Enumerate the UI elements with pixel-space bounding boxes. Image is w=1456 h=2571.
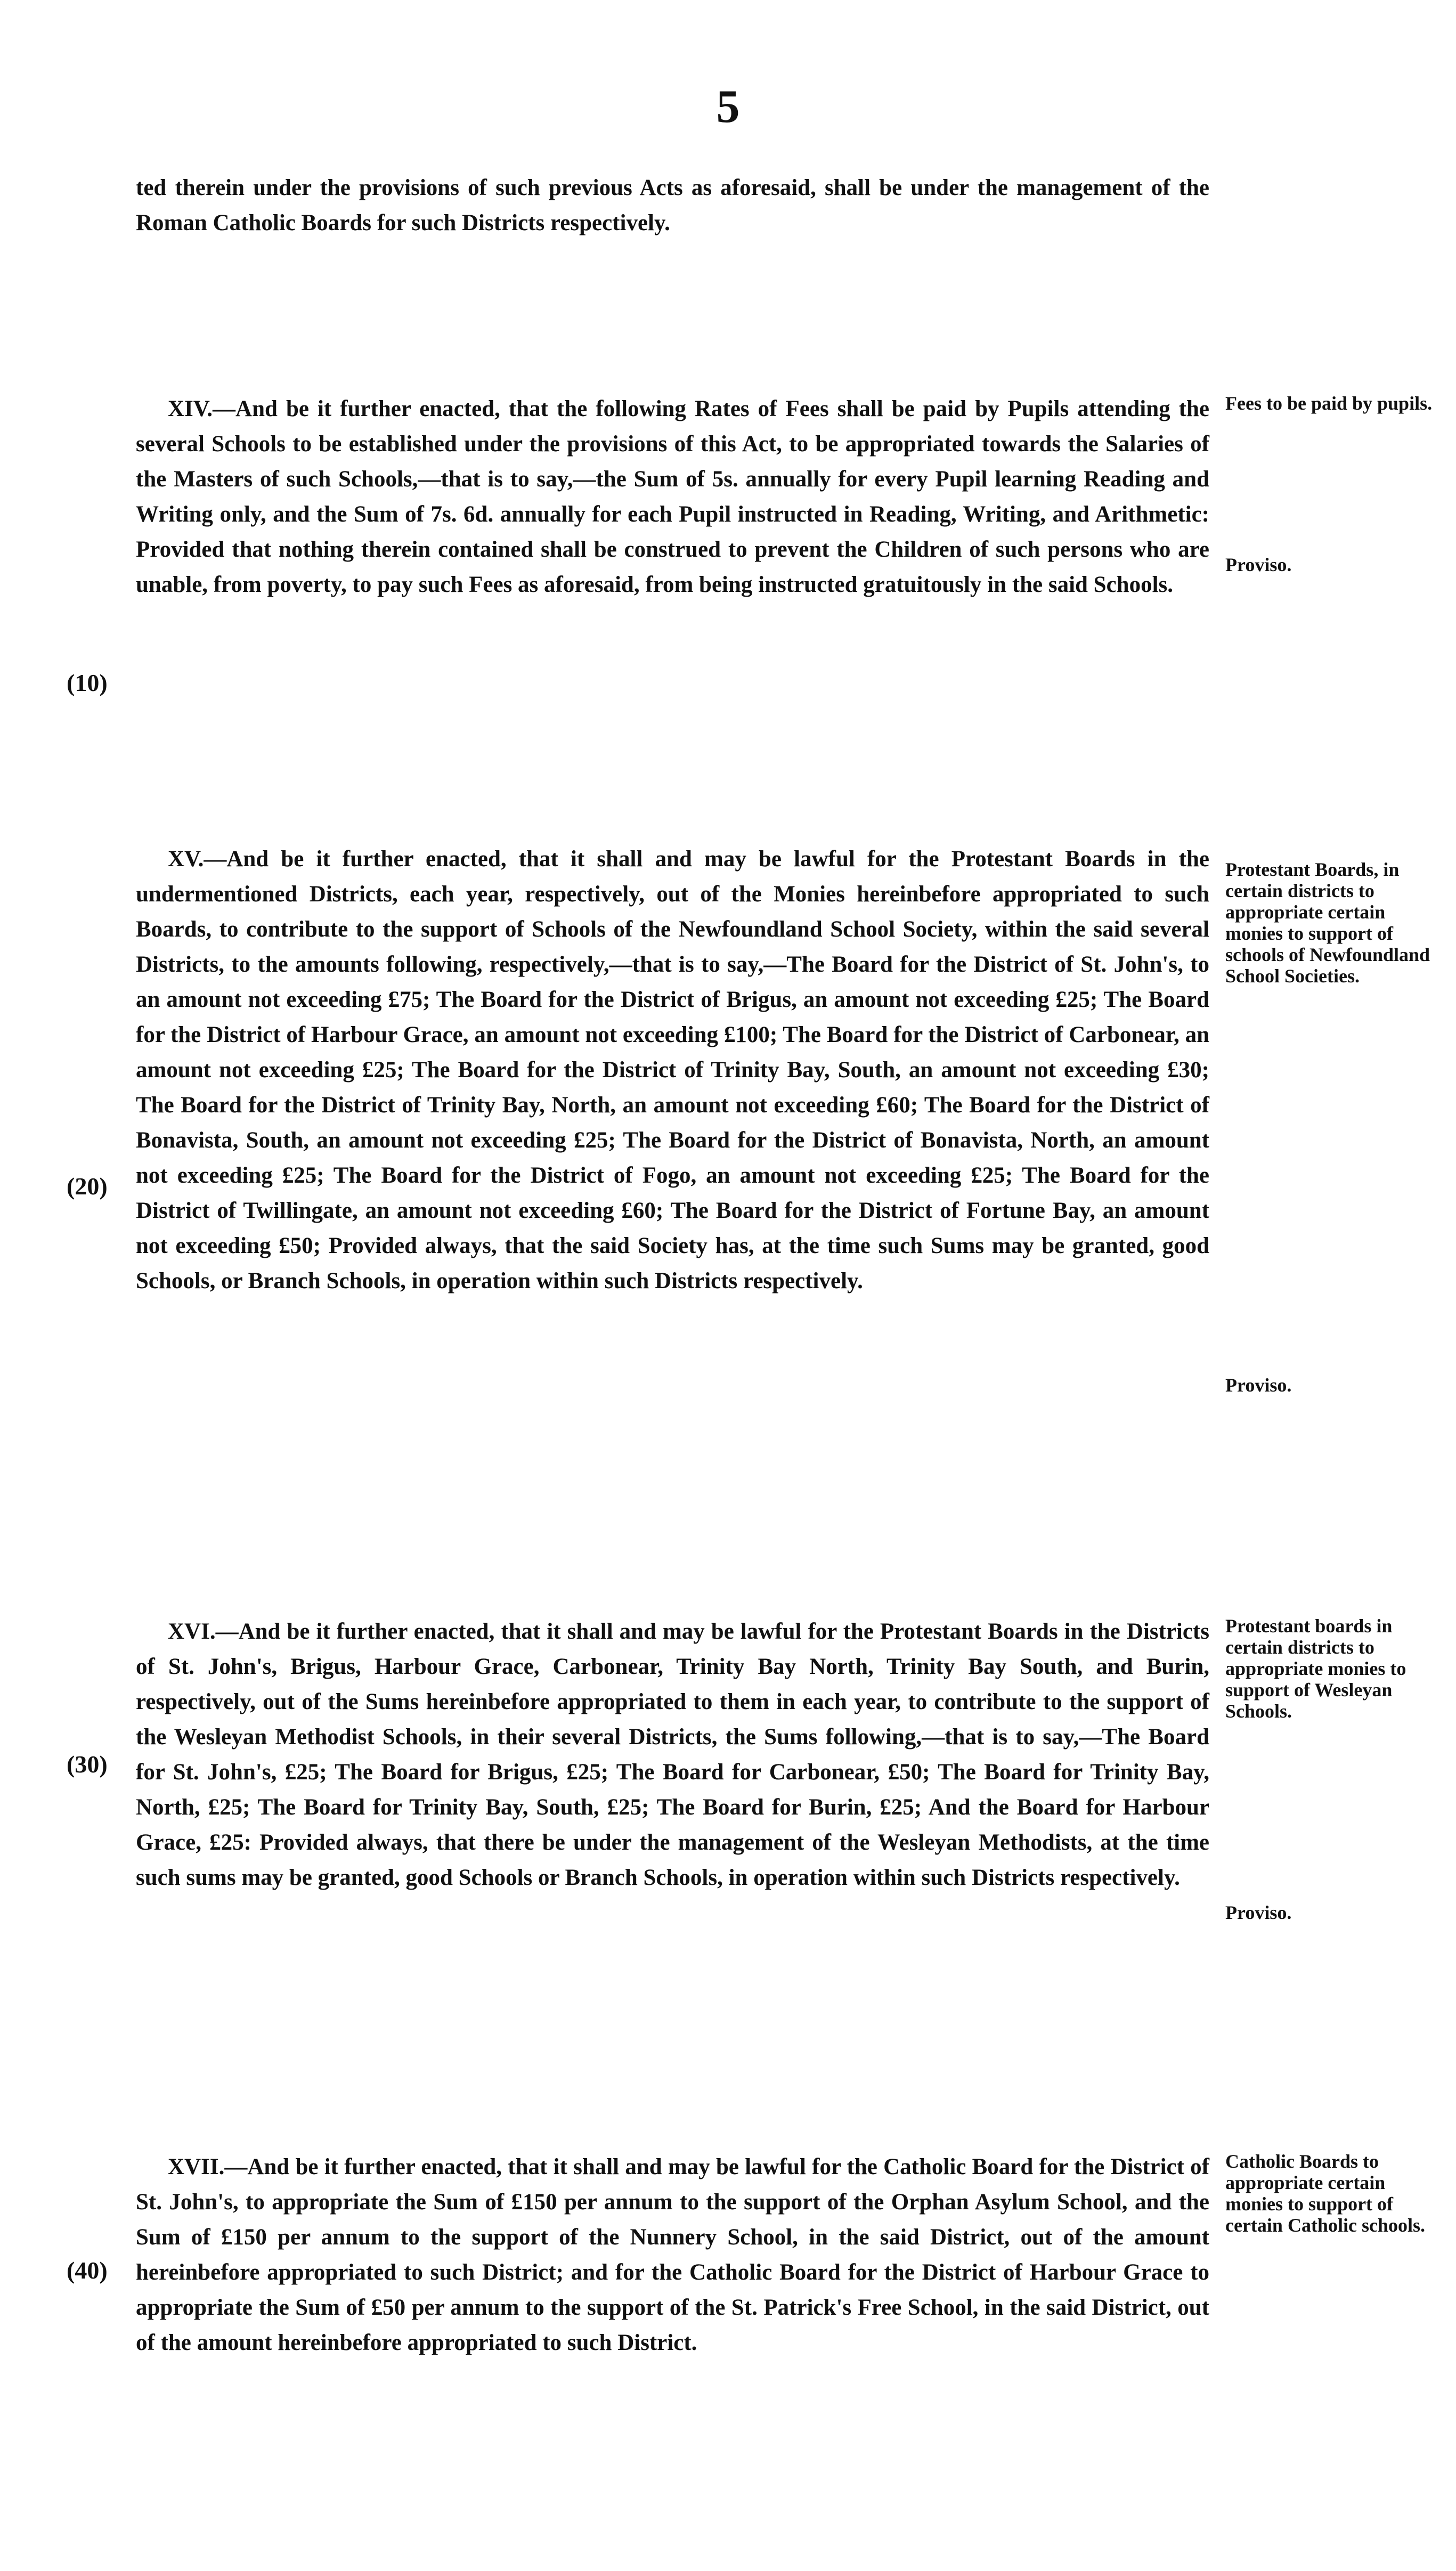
margin-note-catholic: Catholic Boards to appropriate certain monies to support of certain Catholic schools. xyxy=(1225,2151,1425,2236)
line-number: (10) xyxy=(67,669,108,696)
margin-note-fees: Fees to be paid by pupils. xyxy=(1225,393,1433,414)
proviso-note: Proviso. xyxy=(1225,554,1292,575)
proviso-note: Proviso. xyxy=(1225,1902,1292,1923)
section-xiv-text: XIV.—And be it further enacted, that the following Rates of Fees shall be paid by Pupils attending the several Schools to be established under the provisions of this Act, to be appropriated towards the Salaries of the Masters of such Schools,—that is to say,—the Sum of 5s. annually for every Pupil learning Reading and Writing only, and the Sum of 7s. 6d. annually for each Pupil instructed in Reading, Writing, and Arithmetic: Provided that nothing therein contained shall be construed to prevent the Children of such persons who are unable, from poverty, to pay such Fees as aforesaid, from being instructed gratuitously in the said Schools. xyxy=(136,396,1209,597)
proviso-note: Proviso. xyxy=(1225,1374,1292,1396)
section-xvi-text: XVI.—And be it further enacted, that it shall and may be lawful for the Protestant Boards in the Districts of St. John's, Brigus, Harbour Grace, Carbonear, Trinity Bay North, Trinity Bay South, and Burin, respectively, out of the Sums hereinbefore appropriated to them in each year, to contribute to the support of the Wesleyan Methodist Schools, in their several Districts, the Sums following,—that is to say,—The Board for St. John's, £25; The Board for Brigus, £25; The Board for Carbonear, £50; The Board for Trinity Bay, North, £25; The Board for Trinity Bay, South, £25; The Board for Burin, £25; And the Board for Harbour Grace, £25: Provided always, that there be under the management of the Wesleyan Methodists, at the time such sums may be granted, good Schools or Branch Schools, in operation within such Districts respectively. xyxy=(136,1619,1209,1890)
page-number: 5 xyxy=(716,81,740,133)
section-xv-text: XV.—And be it further enacted, that it shall and may be lawful for the Protestant Boards in the undermentioned Districts, each year, respectively, out of the Monies hereinbefore appropriated to such Boards, to contribute to the support of Schools of the Newfoundland School Society, within the said several Districts, to the amounts following, respectively,—that is to say,—The Board for the District of St. John's, to an amount not exceeding £75; The Board for the District of Brigus, an amount not exceeding £25; The Board for the District of Harbour Grace, an amount not exceeding £100; The Board for the District of Carbonear, an amount not exceeding £25; The Board for the District of Trinity Bay, South, an amount not exceeding £30; The Board for the District of Trinity Bay, North, an amount not exceeding £60; The Board for the District of Bonavista, South, an amount not exceeding £25; The Board for the District of Bonavista, North, an amount not exceeding £25; The Board for the District of Fogo, an amount not exceeding £25; The Board for the District of Twillingate, an amount not exceeding £60; The Board for the District of Fortune Bay, an amount not exceeding £50; Provided always, that the said Society has, at the time such Sums may be granted, good Schools, or Branch Schools, in operation within such Districts respectively. xyxy=(136,847,1209,1293)
line-number: (30) xyxy=(67,1751,108,1778)
margin-note-wesleyan: Protestant boards in certain districts to appropriate monies to support of Wesleyan Schools. xyxy=(1225,1615,1406,1722)
continuation-text: ted therein under the provisions of such previous Acts as aforesaid, shall be under the management of the Roman Catholic Boards for such Districts respectively. xyxy=(136,175,1209,235)
line-number: (20) xyxy=(67,1173,108,1200)
margin-note-protestant-boards: Protestant Boards, in certain districts to appropriate certain monies to support of schools of Newfoundland School Societies. xyxy=(1225,859,1430,987)
section-xvii-text: XVII.—And be it further enacted, that it shall and may be lawful for the Catholic Board for the District of St. John's, to appropriate the Sum of £150 per annum to the support of the Orphan Asylum School, and the Sum of £150 per annum to the support of the Nunnery School, in the said District, out of the amount hereinbefore appropriated to such District; and for the Catholic Board for the District of Harbour Grace to appropriate the Sum of £50 per annum to the support of the St. Patrick's Free School, in the said District, out of the amount hereinbefore appropriated to such District. xyxy=(136,2154,1209,2355)
line-number: (40) xyxy=(67,2257,108,2284)
